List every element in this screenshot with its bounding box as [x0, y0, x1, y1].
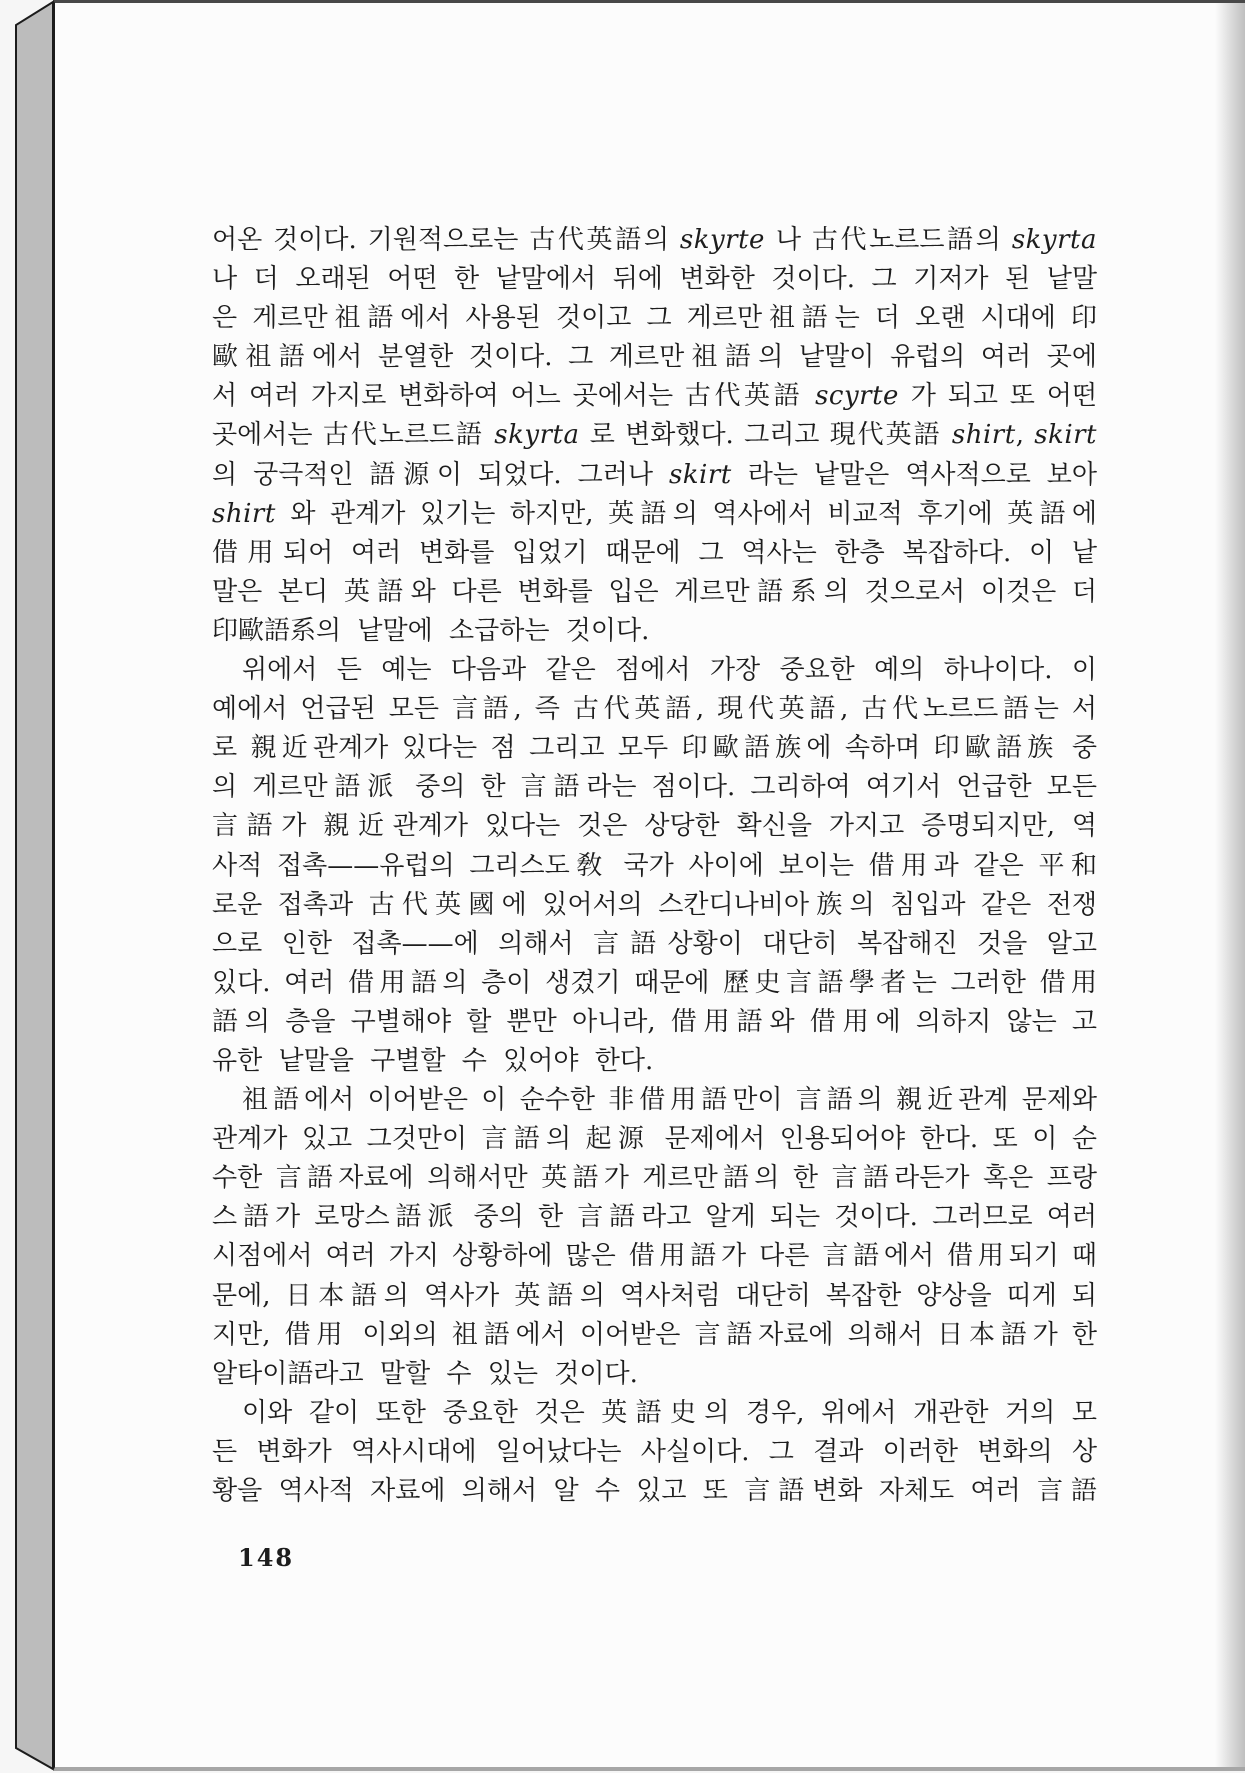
text-run: 와 관계가 있기는 하지만, 英語의 역사에서 비교적 후기에 英語에 — [275, 498, 1097, 529]
text-run: 語의 층을 구별해야 할 뿐만 아니라, 借用語와 借用에 의하지 않는 고 — [212, 1006, 1097, 1037]
text-run: 印歐語系의 낱말에 소급하는 것이다. — [212, 615, 650, 646]
text-run: , — [1015, 420, 1035, 451]
text-run: 스語가 로망스語派 중의 한 言語라고 알게 되는 것이다. 그러므로 여러 — [212, 1202, 1097, 1233]
page-edge-polygon — [16, 2, 53, 1769]
text-run: 예에서 언급된 모든 言語, 즉 古代英語, 現代英語, 古代노르드語는 서 — [212, 694, 1097, 725]
text-line — [212, 495, 1097, 534]
text-run: 은 게르만祖語에서 사용된 것이고 그 게르만祖語는 더 오랜 시대에 印 — [212, 303, 1097, 334]
text-line — [212, 690, 1097, 729]
italic-term: shirt — [212, 498, 276, 529]
text-line — [212, 1198, 1097, 1237]
text-line — [212, 729, 1097, 768]
text-line — [212, 377, 1097, 416]
text-line — [212, 1394, 1097, 1433]
text-run: 로운 접촉과 古代英國에 있어서의 스칸디나비아族의 침입과 같은 전쟁 — [212, 889, 1097, 920]
text-run: 의 게르만語派 중의 한 言語라는 점이다. 그리하여 여기서 언급한 모든 — [212, 772, 1097, 803]
text-line — [212, 1159, 1097, 1198]
text-run: 황을 역사적 자료에 의해서 알 수 있고 또 言語변화 자체도 여러 言語 — [212, 1476, 1097, 1506]
text-run: 문에, 日本語의 역사가 英語의 역사처럼 대단히 복잡한 양상을 띠게 되 — [212, 1280, 1097, 1311]
text-line — [212, 1003, 1097, 1042]
italic-term: skyrte — [679, 225, 765, 255]
text-run: 지만, 借用 이외의 祖語에서 이어받은 言語자료에 의해서 日本語가 한 — [212, 1319, 1097, 1350]
text-run: 위에서 든 예는 다음과 같은 점에서 가장 중요한 예의 하나이다. 이 — [242, 655, 1097, 686]
text-line — [212, 1316, 1097, 1355]
text-line — [212, 1237, 1097, 1276]
text-run: 어온 것이다. 기원적으로는 古代英語의 — [212, 225, 680, 255]
text-run: 로 親近관계가 있다는 점 그리고 모두 印歐語族에 속하며 印歐語族 중 — [212, 733, 1097, 764]
text-line — [212, 456, 1097, 495]
text-line — [212, 925, 1097, 964]
text-run: 유한 낱말을 구별할 수 있어야 한다. — [212, 1045, 654, 1076]
text-run: 으로 인한 접촉——에 의해서 言語상황이 대단히 복잡해진 것을 알고 — [212, 928, 1097, 959]
page — [53, 0, 1245, 1771]
text-line — [212, 221, 1097, 260]
text-line — [212, 338, 1097, 377]
text-line — [212, 807, 1097, 846]
text-run: 歐祖語에서 분열한 것이다. 그 게르만祖語의 낱말이 유럽의 여러 곳에 — [212, 342, 1097, 373]
text-run: 나 古代노르드語의 — [764, 225, 1012, 255]
text-run: 祖語에서 이어받은 이 순수한 非借用語만이 言語의 親近관계 문제와 — [242, 1085, 1097, 1116]
text-line — [212, 886, 1097, 925]
text-run: 든 변화가 역사시대에 일어났다는 사실이다. 그 결과 이러한 변화의 상 — [212, 1436, 1097, 1467]
text-line — [212, 651, 1097, 690]
text-line — [212, 1355, 1097, 1394]
text-line — [212, 299, 1097, 338]
text-run: 말은 본디 英語와 다른 변화를 입은 게르만語系의 것으로서 이것은 더 — [212, 576, 1097, 607]
italic-term: skirt — [668, 459, 732, 490]
text-line — [212, 768, 1097, 807]
italic-term: skyrta — [494, 420, 580, 451]
page-number: 148 — [238, 1543, 295, 1572]
text-run: 알타이語라고 말할 수 있는 것이다. — [212, 1358, 638, 1389]
text-run: 곳에서는 古代노르드語 — [212, 420, 495, 451]
text-line — [212, 1277, 1097, 1316]
text-run: 서 여러 가지로 변화하여 어느 곳에서는 古代英語 — [212, 381, 816, 412]
text-run: 의 궁극적인 語源이 되었다. 그러나 — [212, 459, 669, 490]
text-run: 借用되어 여러 변화를 입었기 때문에 그 역사는 한층 복잡하다. 이 낱 — [212, 537, 1097, 568]
text-run: 있다. 여러 借用語의 층이 생겼기 때문에 歷史言語學者는 그러한 借用 — [212, 967, 1097, 998]
text-line — [212, 534, 1097, 573]
text-line — [212, 964, 1097, 1003]
text-line — [212, 1433, 1097, 1472]
text-line — [212, 416, 1097, 455]
text-run: 로 변화했다. 그리고 現代英語 — [579, 420, 952, 451]
text-line — [212, 260, 1097, 299]
text-run: 言語가 親近관계가 있다는 것은 상당한 확신을 가지고 증명되지만, 역 — [212, 811, 1097, 842]
italic-term: scyrte — [815, 381, 899, 412]
text-run: 사적 접촉——유럽의 그리스도敎 국가 사이에 보이는 借用과 같은 平和 — [212, 850, 1097, 881]
text-line — [212, 847, 1097, 886]
text-run: 나 더 오래된 어떤 한 낱말에서 뒤에 변화한 것이다. 그 기저가 된 낱말 — [212, 264, 1097, 295]
text-line — [212, 1120, 1097, 1159]
text-line — [212, 612, 1097, 651]
text-run: 라는 낱말은 역사적으로 보아 — [731, 459, 1097, 490]
text-line — [212, 1472, 1097, 1511]
text-run: 이와 같이 또한 중요한 것은 英語史의 경우, 위에서 개관한 거의 모 — [242, 1397, 1097, 1428]
text-run: 가 되고 또 어떤 — [898, 381, 1097, 412]
text-run: 관계가 있고 그것만이 言語의 起源 문제에서 인용되어야 한다. 또 이 순 — [212, 1124, 1097, 1155]
text-run: 수한 言語자료에 의해서만 英語가 게르만語의 한 言語라든가 혹은 프랑 — [212, 1163, 1097, 1194]
text-line — [212, 1081, 1097, 1120]
text-run: 시점에서 여러 가지 상황하에 많은 借用語가 다른 言語에서 借用되기 때 — [212, 1241, 1097, 1272]
text-line — [212, 573, 1097, 612]
italic-term: skyrta — [1011, 225, 1097, 255]
italic-term: shirt — [951, 420, 1016, 451]
text-line — [212, 1042, 1097, 1081]
italic-term: skirt — [1034, 420, 1097, 451]
page-body-text — [212, 221, 1097, 1511]
